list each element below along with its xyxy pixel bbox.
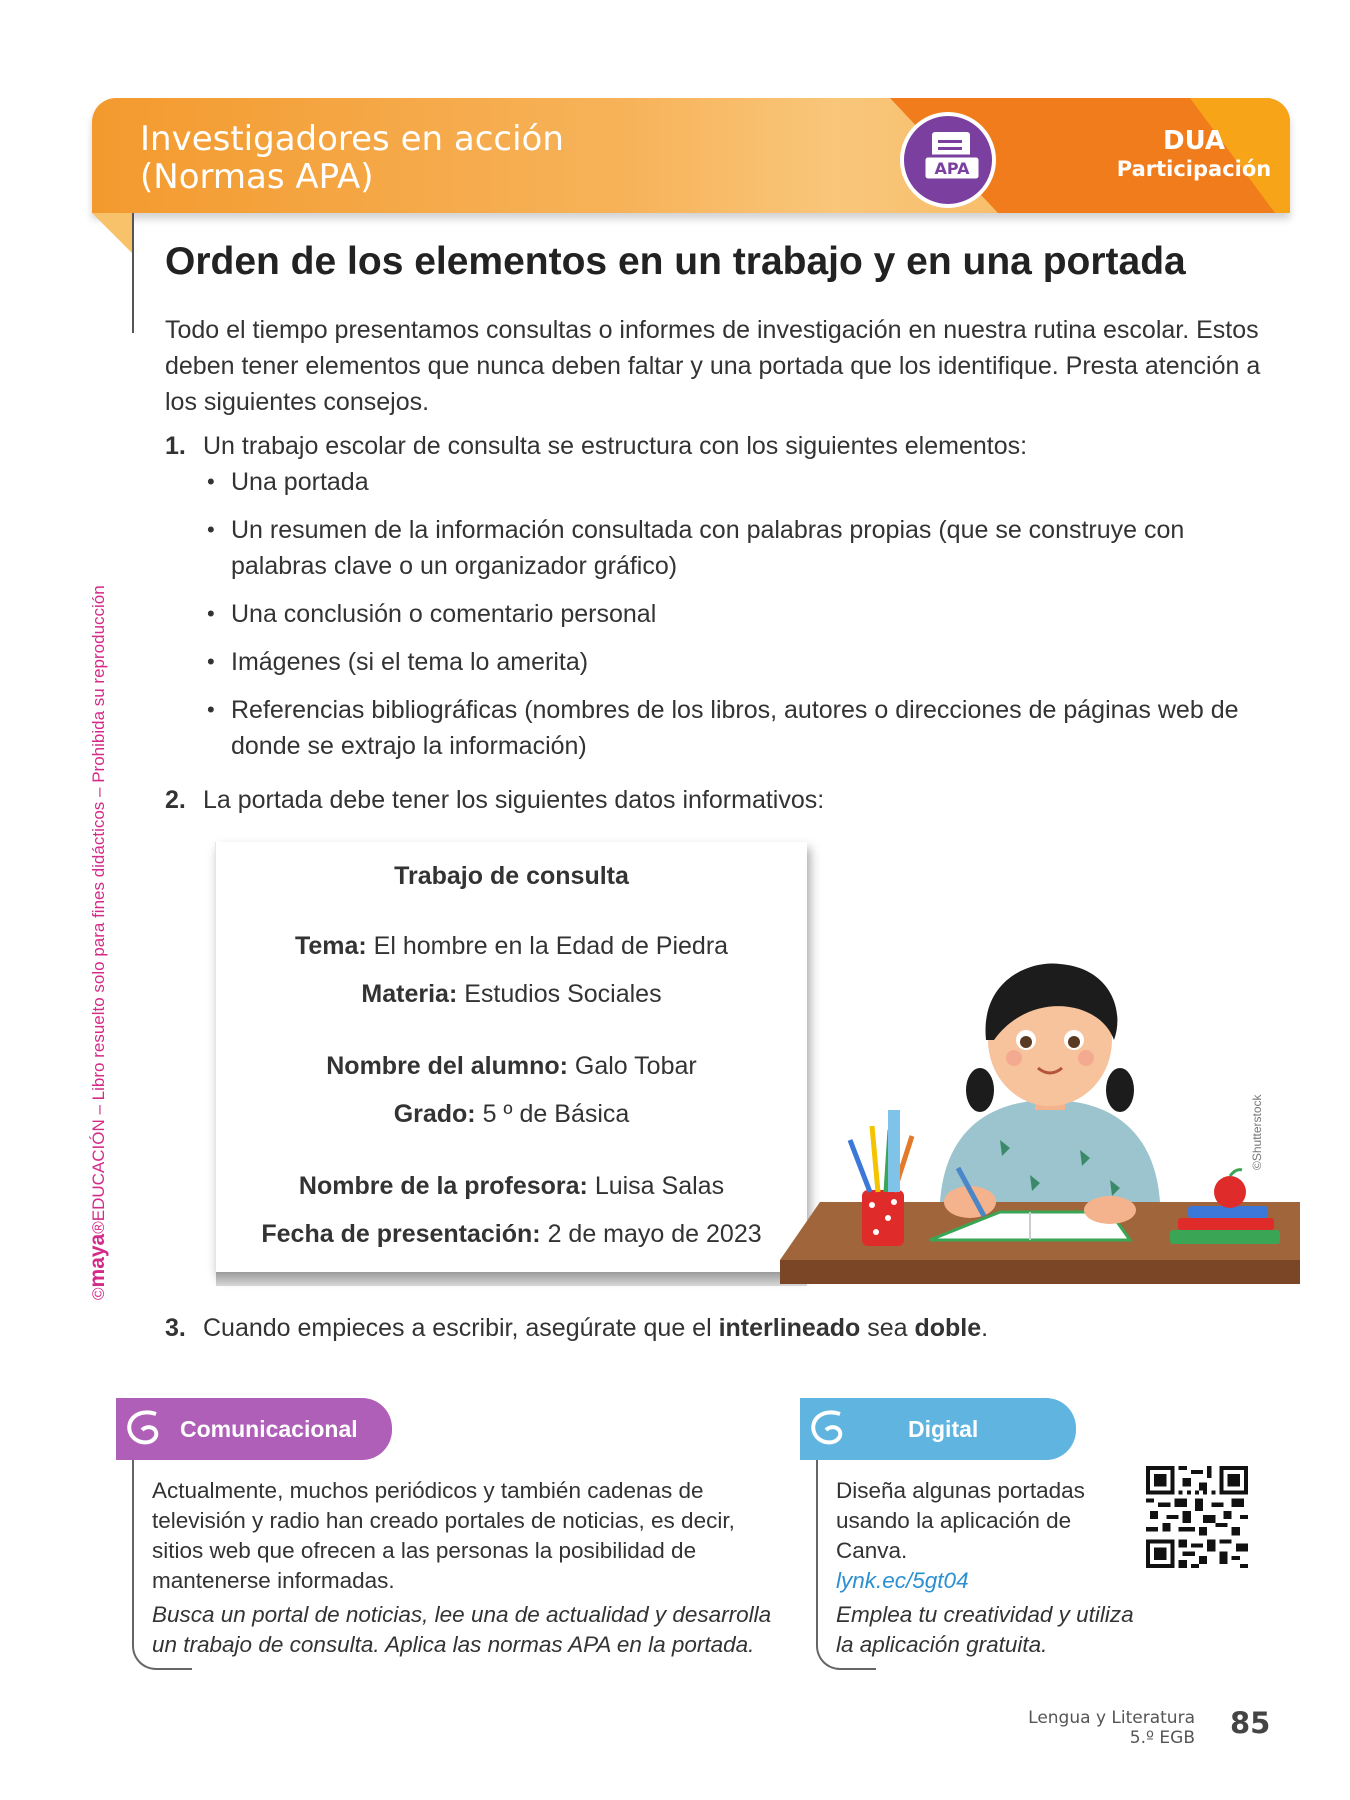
cover-title: Trabajo de consulta [394,862,629,890]
comunicacional-paragraph: Actualmente, muchos periódicos y también cadenas de televisión y radio han creado portales de noticias, es decir, sitios web que ofrecen a las personas la posibilidad de mantenerse informadas. [152,1478,735,1593]
page-title: Orden de los elementos en un trabajo y en una portada [165,240,1186,283]
cover-materia-label: Materia: [361,980,458,1008]
list-text: La portada debe tener los siguientes datos informativos: [203,786,825,814]
list-text: Cuando empieces a escribir, asegúrate que el [203,1314,719,1342]
digital-tab-label: Digital [908,1416,979,1442]
cover-tema [216,930,807,962]
section-title-line1: Investigadores en acción [140,119,564,159]
banner-line [132,213,134,333]
banner-fold [92,213,132,253]
digital-text [836,1476,1136,1660]
canva-link[interactable]: lynk.ec/5gt04 [836,1568,969,1593]
comunicacional-tab-label: Comunicacional [180,1416,358,1442]
brand-name: maya [86,1233,109,1288]
cover-example-card [215,842,807,1272]
footer-subject-name: Lengua y Literatura [1028,1708,1195,1728]
comunicacional-text [152,1476,792,1660]
list-text: sea [860,1314,915,1342]
section-title-line2: (Normas APA) [140,157,374,197]
cover-tema-label: Tema: [294,932,367,960]
document-icon [924,130,980,192]
card-shadow-bar [216,1272,807,1286]
cover-grado [216,1098,807,1130]
cover-fecha [216,1218,807,1250]
cover-grado-value: 5 º de Básica [475,1100,630,1128]
bullet-item: • Una portada [205,464,1275,500]
section-title [140,120,564,196]
digital-paragraph: Diseña algunas portadas usando la aplicación de Canva. [836,1478,1085,1563]
list-item-1 [165,428,1275,464]
cover-alumno-value: Galo Tobar [567,1052,697,1080]
cover-fecha-value: 2 de mayo de 2023 [540,1220,762,1248]
cover-grado-label: Grado: [393,1100,476,1128]
cover-profesora-label: Nombre de la profesora: [298,1172,588,1200]
bullet-item: • Un resumen de la información consultada con palabras propias (que se construye con palabras clave o un organizador gráfico) [205,512,1275,584]
list-number: 2. [165,786,186,814]
swirl-icon [806,1406,850,1452]
list-number: 1. [165,432,186,460]
copyright-symbol: © [89,1287,108,1300]
page-number: 85 [1230,1706,1271,1740]
section-banner [92,98,1290,213]
list-number: 3. [165,1314,186,1342]
qr-code-icon[interactable] [1146,1466,1248,1568]
list-text-bold: interlineado [718,1314,861,1342]
dua-title: DUA [1162,126,1226,156]
list-text-bold: doble [914,1314,982,1342]
list-text: . [981,1314,989,1342]
elements-bullet-list [205,464,1275,776]
bullet-item: • Referencias bibliográficas (nombres de los libros, autores o direcciones de páginas web de donde se extrajo la información) [205,692,1275,764]
digital-tab [800,1398,1076,1460]
dua-label [1094,126,1290,182]
cover-profesora [216,1170,807,1202]
copyright-text: ®EDUCACIÓN – Libro resuelto solo para fines didácticos – Prohibida su reproducción [89,585,108,1234]
list-item-2 [165,782,1275,818]
bullet-item: • Imágenes (si el tema lo amerita) [205,644,1275,680]
dua-subtitle: Participación [1116,157,1272,181]
cover-profesora-value: Luisa Salas [587,1172,725,1200]
girl-studying-illustration [780,940,1300,1292]
digital-task: Emplea tu creatividad y utiliza la aplicación gratuita. [836,1602,1134,1657]
cover-alumno [216,1050,807,1082]
cover-fecha-label: Fecha de presentación: [261,1220,541,1248]
bullet-item: • Una conclusión o comentario personal [205,596,1275,632]
apa-badge-label: APA [934,159,970,178]
comunicacional-tab [116,1398,392,1460]
cover-materia-value: Estudios Sociales [457,980,662,1008]
cover-materia [216,978,807,1010]
apa-badge [900,112,996,208]
intro-paragraph: Todo el tiempo presentamos consultas o informes de investigación en nuestra rutina escolar. Estos deben tener elementos que nunca deben faltar y una portada que los identifique. Presta atención a los siguientes consejos. [165,316,1261,416]
cover-alumno-label: Nombre del alumno: [326,1052,568,1080]
list-text: Un trabajo escolar de consulta se estructura con los siguientes elementos: [203,432,1028,460]
list-item-3 [165,1310,1275,1346]
image-credit: ©Shutterstock [1250,1094,1264,1170]
cover-tema-value: El hombre en la Edad de Piedra [366,932,729,960]
swirl-icon [122,1406,166,1452]
footer-grade: 5.º EGB [1129,1728,1195,1748]
comunicacional-task: Busca un portal de noticias, lee una de actualidad y desarrolla un trabajo de consulta. Aplica las normas APA en la portada. [152,1602,772,1657]
footer-subject [940,1708,1195,1748]
copyright-vertical [86,585,110,1300]
